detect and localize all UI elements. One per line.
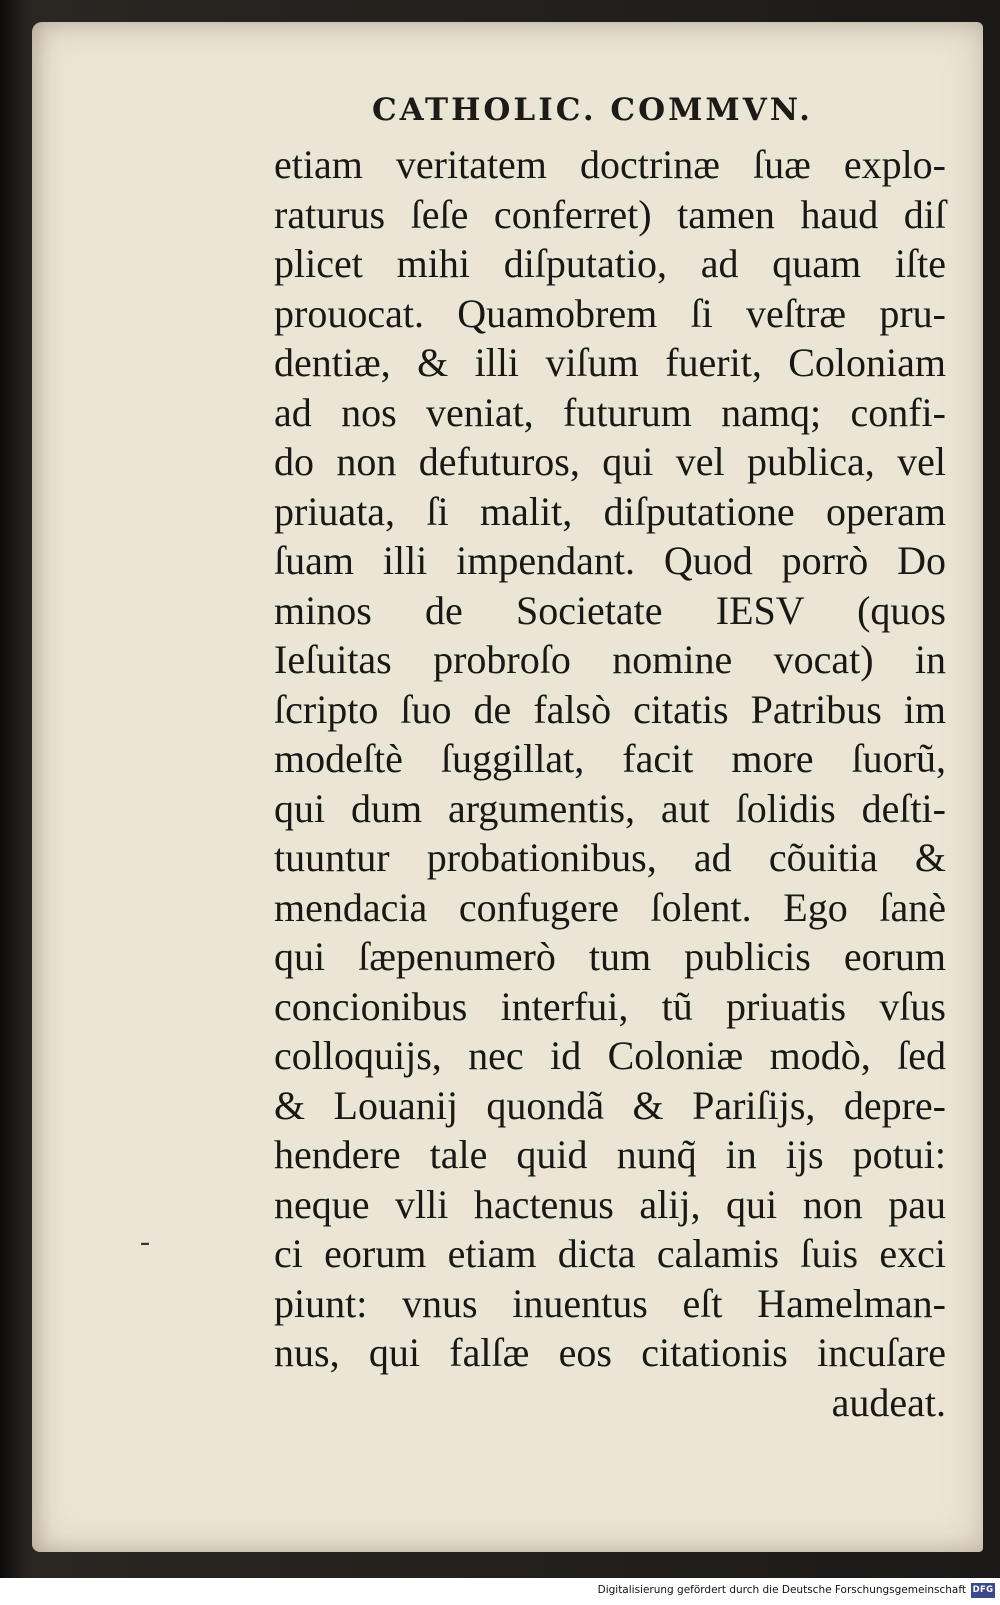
text-line: priuata, ſi malit, diſputatione operam — [274, 488, 946, 534]
running-head: CATHOLIC. COMMVN. — [372, 92, 813, 128]
text-line: etiam veritatem doctrinæ ſuæ explo- — [274, 142, 946, 187]
text-line: ad nos veniat, futurum namq; confi- — [274, 389, 946, 435]
funding-credit: Digitalisierung gefördert durch die Deutsche Forschungsgemeinschaft — [597, 1584, 966, 1596]
text-line: do non defuturos, qui vel publica, vel — [274, 439, 946, 484]
text-line: plicet mihi diſputatio, ad quam iſte — [274, 241, 946, 286]
text-line: ci eorum etiam dicta calamis ſuis exci — [274, 1231, 946, 1276]
text-line: neque vlli hactenus alij, qui non pau — [274, 1181, 946, 1227]
margin-mark: - — [140, 1225, 150, 1258]
text-line: raturus ſeſe conferret) tamen haud diſ — [274, 191, 946, 237]
text-line: nus, qui falſæ eos citationis incuſare — [274, 1330, 946, 1375]
digitization-footer — [0, 1578, 1000, 1605]
dfg-logo: DFG — [971, 1583, 995, 1598]
text-line: Ieſuitas probroſo nomine vocat) in — [274, 637, 946, 682]
text-line: piunt: vnus inuentus eſt Hamelman- — [274, 1280, 946, 1326]
text-line: mendacia confugere ſolent. Ego ſanè — [274, 884, 946, 930]
text-line: ſuam illi impendant. Quod porrò Do — [274, 538, 946, 583]
body-text — [274, 140, 946, 1427]
text-line: concionibus interfui, tũ priuatis vſus — [274, 983, 946, 1029]
text-line: ſcripto ſuo de falsò citatis Patribus im — [274, 686, 946, 732]
text-line: hendere tale quid nunq̃ in ijs potui: — [274, 1132, 946, 1177]
text-line: qui dum argumentis, aut ſolidis deſti- — [274, 785, 946, 831]
text-line: tuuntur probationibus, ad cõuitia & — [274, 835, 946, 880]
book-page — [32, 22, 983, 1552]
text-line: & Louanij quondã & Pariſijs, depre- — [274, 1082, 946, 1128]
text-line-final: audeat. — [831, 1379, 946, 1425]
text-line: modeſtè ſuggillat, facit more ſuorũ, — [274, 736, 946, 781]
text-line: dentiæ, & illi viſum fuerit, Coloniam — [274, 340, 946, 385]
text-line: colloquijs, nec id Coloniæ modò, ſed — [274, 1033, 946, 1078]
text-line: minos de Societate IESV (quos — [274, 587, 946, 633]
text-line: qui ſæpenumerò tum publicis eorum — [274, 934, 946, 979]
text-line: prouocat. Quamobrem ſi veſtræ pru- — [274, 290, 946, 336]
